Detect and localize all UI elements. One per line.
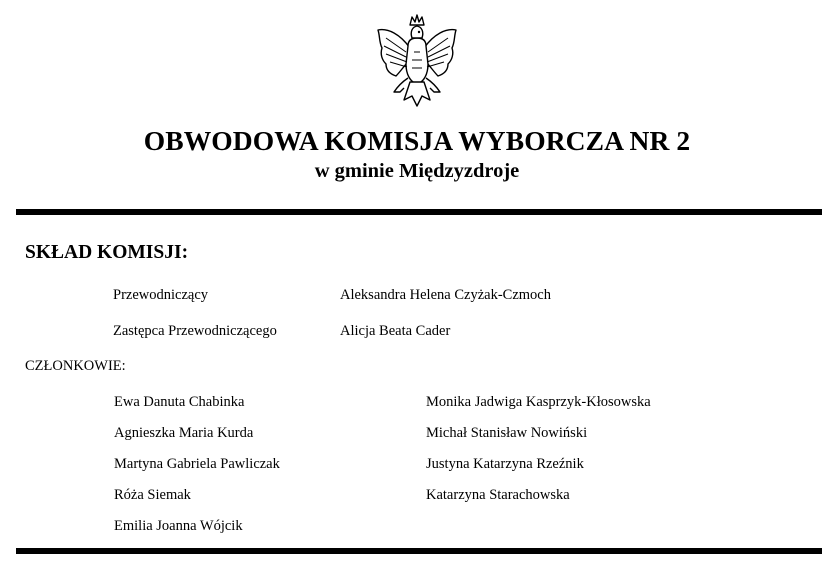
bottom-divider [16,548,822,554]
member-name: Emilia Joanna Wójcik [114,518,243,534]
member-name: Katarzyna Starachowska [426,487,570,503]
deputy-chair-label: Zastępca Przewodniczącego [113,323,277,339]
top-divider [16,209,822,215]
polish-eagle-emblem [374,12,460,110]
members-heading: CZŁONKOWIE: [25,358,126,374]
chair-label: Przewodniczący [113,287,209,303]
composition-heading: SKŁAD KOMISJI: [25,242,189,263]
member-name: Ewa Danuta Chabinka [114,394,245,410]
commission-title: OBWODOWA KOMISJA WYBORCZA NR 2 [143,125,691,156]
member-name: Agnieszka Maria Kurda [114,425,254,441]
chair-name: Aleksandra Helena Czyżak-Czmoch [340,287,551,303]
member-name: Martyna Gabriela Pawliczak [114,456,280,472]
member-name: Justyna Katarzyna Rzeźnik [426,456,584,472]
member-name: Michał Stanisław Nowiński [426,425,588,441]
deputy-chair-name: Alicja Beata Cader [340,323,451,339]
commission-subtitle: w gminie Międzyzdroje [314,160,520,182]
member-name: Róża Siemak [114,487,191,503]
member-name: Monika Jadwiga Kasprzyk-Kłosowska [426,394,651,410]
